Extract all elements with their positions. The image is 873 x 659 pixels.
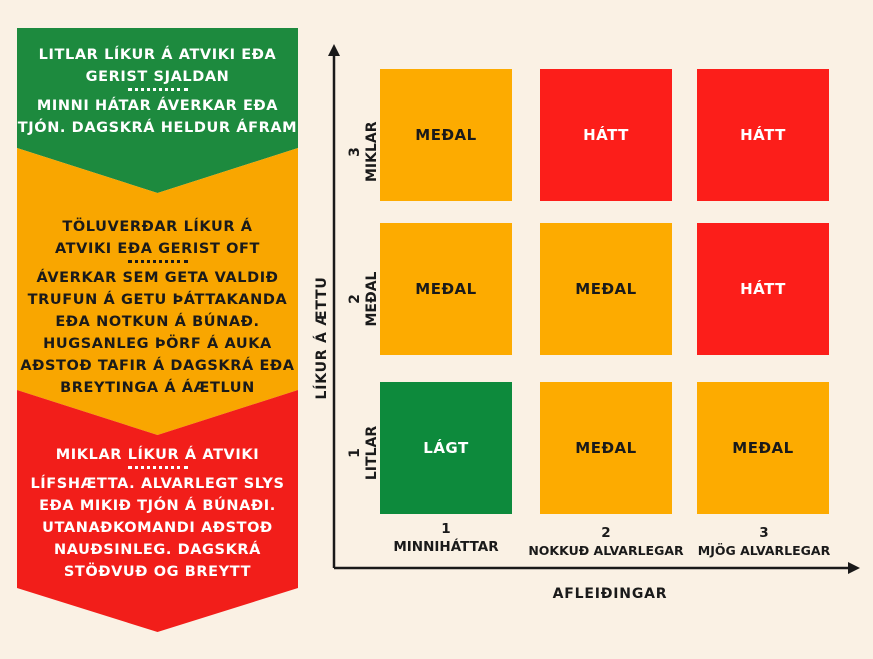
orange-arrow-desc-1: ÁVERKAR SEM GETA VALDIÐ [36, 270, 279, 286]
orange-arrow-desc-3: EÐA NOTKUN Á BÚNAÐ. [55, 314, 260, 330]
cell-likely-high-moderate: HÁTT [540, 69, 672, 201]
y-level-1-label: LITLAR [364, 425, 380, 481]
x-level-1 [378, 520, 514, 556]
x-level-2-num: 2 [601, 525, 611, 541]
x-level-1-num: 1 [441, 521, 451, 537]
y-axis-title: LÍKUR Á ÆTTU [314, 276, 330, 400]
orange-arrow-title-1: TÖLUVERÐAR LÍKUR Á [62, 219, 253, 235]
red-arrow-desc-3: UTANAÐKOMANDI AÐSTOÐ [42, 520, 273, 536]
green-arrow-desc-1: MINNI HÁTAR ÁVERKAR EÐA [36, 98, 279, 114]
y-level-1-num: 1 [347, 448, 363, 458]
x-level-2 [522, 524, 690, 560]
y-level-3-label: MIKLAR [364, 121, 380, 182]
y-level-2-label: MEÐAL [364, 271, 380, 327]
orange-arrow-desc-4: HUGSANLEG ÞÖRF Á AUKA [43, 336, 272, 352]
orange-arrow-title-2: ATVIKI EÐA GERIST OFT [54, 241, 261, 257]
cell-likely-high-severe: HÁTT [697, 69, 829, 201]
orange-arrow-desc-5: AÐSTOÐ TAFIR Á DAGSKRÁ EÐA [20, 358, 295, 374]
red-arrow-desc-1: LÍFSHÆTTA. ALVARLEGT SLYS [30, 476, 285, 492]
x-axis-arrowhead [848, 562, 860, 574]
orange-arrow-desc-6: BREYTINGA Á ÁÆTLUN [60, 380, 255, 396]
x-level-3-label: MJÖG ALVARLEGAR [697, 543, 831, 558]
red-arrow-desc-5: STÖÐVUÐ OG BREYTT [63, 564, 252, 580]
green-arrow-desc-2: TJÓN. DAGSKRÁ HELDUR ÁFRAM [17, 120, 298, 136]
y-level-3-num: 3 [347, 147, 363, 157]
cell-likely-medium-moderate: MEÐAL [540, 223, 672, 355]
y-axis-arrowhead [328, 44, 340, 56]
green-arrow-title-2: GERIST SJALDAN [85, 69, 230, 85]
y-level-1 [347, 423, 381, 483]
cell-likely-medium-severe: HÁTT [697, 223, 829, 355]
x-level-2-label: NOKKUÐ ALVARLEGAR [528, 543, 684, 558]
green-arrow-title-1: LITLAR LÍKUR Á ATVIKI EÐA [38, 47, 277, 63]
x-level-3-num: 3 [759, 525, 769, 541]
y-level-3 [347, 122, 381, 182]
cell-likely-low-moderate: MEÐAL [540, 382, 672, 514]
x-axis-title: AFLEIÐINGAR [552, 586, 668, 602]
y-level-2-num: 2 [347, 294, 363, 304]
y-level-2 [347, 269, 381, 329]
red-arrow-desc-4: NAUÐSINLEG. DAGSKRÁ [53, 542, 262, 558]
x-level-3 [688, 524, 840, 560]
cell-likely-high-minor: MEÐAL [380, 69, 512, 201]
cell-likely-low-severe: MEÐAL [697, 382, 829, 514]
red-arrow-title-1: MIKLAR LÍKUR Á ATVIKI [55, 447, 260, 463]
cell-likely-low-minor: LÁGT [380, 382, 512, 514]
orange-arrow-desc-2: TRUFUN Á GETU ÞÁTTAKANDA [27, 292, 288, 308]
x-level-1-label: MINNIHÁTTAR [393, 539, 499, 555]
red-arrow-desc-2: EÐA MIKIÐ TJÓN Á BÚNAÐI. [39, 498, 276, 514]
cell-likely-medium-minor: MEÐAL [380, 223, 512, 355]
